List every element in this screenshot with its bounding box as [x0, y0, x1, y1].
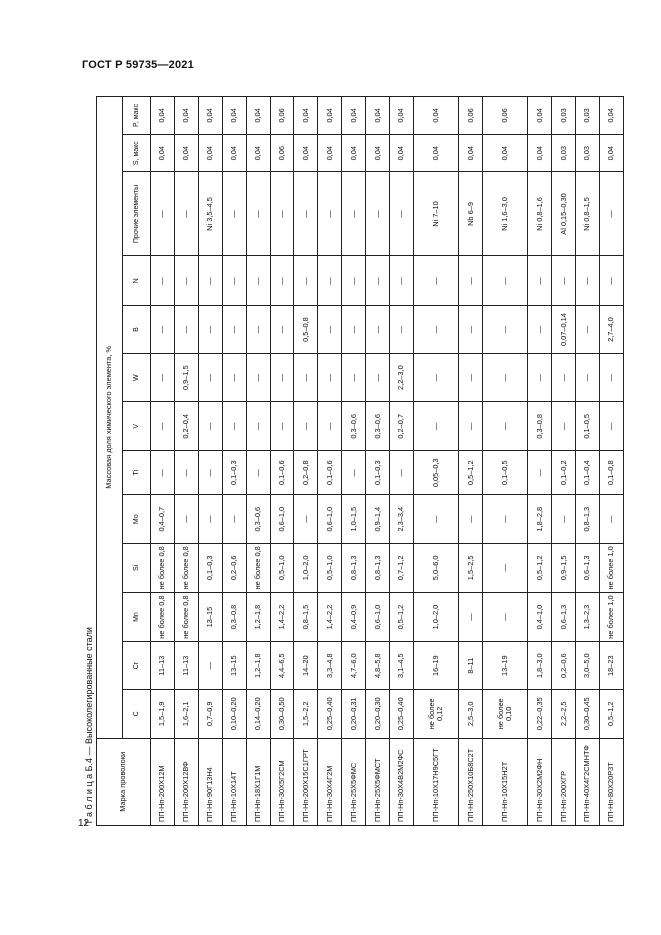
value-cell: 0,04 — [198, 97, 222, 135]
value-cell: 0,1–0,3 — [198, 544, 222, 593]
value-cell: 0,6–1,0 — [318, 495, 342, 544]
value-cell: — — [294, 495, 318, 544]
value-cell: 0,1–0,6 — [270, 451, 294, 495]
value-cell: — — [528, 353, 552, 402]
value-cell: 0,06 — [270, 134, 294, 172]
value-cell: — — [600, 402, 624, 451]
value-cell: — — [366, 306, 390, 354]
table-row — [459, 97, 483, 826]
grade-cell: ПП-Нп-200Х12М — [151, 738, 175, 825]
value-cell: — — [294, 256, 318, 306]
value-cell: 1,5–2,2 — [294, 689, 318, 738]
value-cell: — — [151, 353, 175, 402]
value-cell: — — [483, 353, 528, 402]
value-cell: 0,04 — [174, 97, 198, 135]
table-row — [366, 97, 390, 826]
value-cell: 1,5–2,5 — [459, 544, 483, 593]
value-cell: не более 0,8 — [151, 592, 175, 642]
value-cell: 0,3–0,6 — [366, 402, 390, 451]
value-cell: 8–11 — [459, 642, 483, 690]
value-cell: 0,5–1,2 — [459, 451, 483, 495]
value-cell: — — [413, 256, 458, 306]
value-cell: 1,0–2,0 — [294, 544, 318, 593]
header-element: S, макс — [123, 134, 151, 172]
value-cell: — — [198, 306, 222, 354]
value-cell: 0,1–0,3 — [222, 451, 246, 495]
value-cell: Ni 0,8–1,5 — [576, 172, 600, 256]
grade-cell: ПП-Нп-10Х15Н2Т — [483, 738, 528, 825]
value-cell: 0,2–0,7 — [390, 402, 414, 451]
value-cell: — — [552, 402, 576, 451]
value-cell: не более 0,8 — [174, 544, 198, 593]
value-cell: — — [483, 544, 528, 593]
grade-cell: ПП-Нп-30Х2М2ФН — [528, 738, 552, 825]
value-cell: 18–23 — [600, 642, 624, 690]
table-row — [246, 97, 270, 826]
value-cell: — — [198, 451, 222, 495]
value-cell: 2,2–2,5 — [552, 689, 576, 738]
header-element: C — [123, 689, 151, 738]
value-cell: 1,4–2,2 — [270, 592, 294, 642]
table-row — [600, 97, 624, 826]
value-cell: 0,4–0,7 — [151, 495, 175, 544]
header-element: V — [123, 402, 151, 451]
value-cell: 0,2–0,6 — [552, 642, 576, 690]
value-cell: не более 0,8 — [246, 544, 270, 593]
value-cell: — — [528, 451, 552, 495]
value-cell: Nb 6–9 — [459, 172, 483, 256]
value-cell: 0,04 — [246, 134, 270, 172]
value-cell: 0,04 — [528, 134, 552, 172]
value-cell: 1,0–1,5 — [342, 495, 366, 544]
value-cell: — — [174, 172, 198, 256]
value-cell: — — [174, 306, 198, 354]
table-row — [294, 97, 318, 826]
value-cell: — — [318, 306, 342, 354]
grade-cell: ПП-Нп-25Х5ФМСТ — [366, 738, 390, 825]
value-cell: — — [318, 402, 342, 451]
value-cell: 0,2–0,4 — [174, 402, 198, 451]
value-cell: 0,5–1,2 — [390, 592, 414, 642]
value-cell: 0,1–0,6 — [318, 451, 342, 495]
value-cell: 1,6–2,1 — [174, 689, 198, 738]
grade-cell: ПП-Нп-30Х4Г2М — [318, 738, 342, 825]
value-cell: — — [483, 306, 528, 354]
grade-cell: ПП-Нп-10Х14Т — [222, 738, 246, 825]
value-cell: 0,03 — [576, 97, 600, 135]
value-cell: 4,8–5,8 — [366, 642, 390, 690]
value-cell: 0,04 — [151, 134, 175, 172]
value-cell: 0,2–0,8 — [294, 451, 318, 495]
value-cell: — — [198, 642, 222, 690]
value-cell: — — [342, 306, 366, 354]
table-row — [528, 97, 552, 826]
value-cell: 0,06 — [270, 97, 294, 135]
document-header: ГОСТ Р 59735—2021 — [82, 59, 194, 71]
value-cell: 11–13 — [174, 642, 198, 690]
value-cell: — — [390, 256, 414, 306]
value-cell: Ni 0,8–1,6 — [528, 172, 552, 256]
header-element: B — [123, 306, 151, 354]
value-cell: — — [459, 495, 483, 544]
table-row — [222, 97, 246, 826]
value-cell: 3,0–5,0 — [576, 642, 600, 690]
value-cell: — — [222, 172, 246, 256]
value-cell: 0,04 — [366, 134, 390, 172]
table-row — [318, 97, 342, 826]
value-cell: 0,03 — [552, 134, 576, 172]
value-cell: — — [576, 306, 600, 354]
table-row — [342, 97, 366, 826]
value-cell: 0,9–1,4 — [366, 495, 390, 544]
value-cell: 0,9–1,5 — [552, 544, 576, 593]
value-cell: — — [600, 172, 624, 256]
value-cell: 13–15 — [198, 592, 222, 642]
value-cell: — — [270, 306, 294, 354]
value-cell: — — [483, 592, 528, 642]
value-cell: 0,3–0,8 — [528, 402, 552, 451]
value-cell: 1,3–2,3 — [576, 592, 600, 642]
value-cell: 0,04 — [294, 97, 318, 135]
value-cell: 1,5–1,9 — [151, 689, 175, 738]
table-row — [151, 97, 175, 826]
value-cell: 3,1–4,5 — [390, 642, 414, 690]
value-cell: 0,04 — [483, 134, 528, 172]
value-cell: 0,10–0,20 — [222, 689, 246, 738]
table-row — [198, 97, 222, 826]
value-cell: 0,04 — [413, 97, 458, 135]
value-cell: Ni 1,6–3,0 — [483, 172, 528, 256]
table-row — [413, 97, 458, 826]
value-cell: 1,8–2,8 — [528, 495, 552, 544]
value-cell: — — [483, 495, 528, 544]
grade-cell: ПП-Нп-200Х15С1ГРТ — [294, 738, 318, 825]
value-cell: — — [459, 306, 483, 354]
value-cell: не более 0,8 — [174, 592, 198, 642]
value-cell: не более 0,8 — [151, 544, 175, 593]
value-cell: — — [270, 402, 294, 451]
value-cell: — — [342, 451, 366, 495]
value-cell: — — [342, 256, 366, 306]
value-cell: 0,7–0,9 — [198, 689, 222, 738]
value-cell: 0,5–1,0 — [318, 544, 342, 593]
value-cell: — — [552, 256, 576, 306]
value-cell: 0,04 — [600, 97, 624, 135]
value-cell: 0,3–0,8 — [222, 592, 246, 642]
value-cell: не более 0,12 — [413, 689, 458, 738]
value-cell: — — [198, 353, 222, 402]
value-cell: — — [174, 451, 198, 495]
value-cell: 0,5–0,8 — [294, 306, 318, 354]
value-cell: 1,4–2,2 — [318, 592, 342, 642]
value-cell: — — [246, 402, 270, 451]
value-cell: 14–20 — [294, 642, 318, 690]
value-cell: 4,4–6,5 — [270, 642, 294, 690]
value-cell: — — [576, 256, 600, 306]
value-cell: 0,04 — [294, 134, 318, 172]
value-cell: — — [246, 353, 270, 402]
header-element: P, макс — [123, 97, 151, 135]
value-cell: — — [413, 495, 458, 544]
value-cell: — — [390, 306, 414, 354]
value-cell: 1,2–1,8 — [246, 642, 270, 690]
value-cell: 0,25–0,40 — [318, 689, 342, 738]
table-row — [552, 97, 576, 826]
value-cell: 0,8–1,3 — [342, 544, 366, 593]
value-cell: 0,03 — [576, 134, 600, 172]
header-element: Mo — [123, 495, 151, 544]
value-cell: 0,04 — [246, 97, 270, 135]
value-cell: 0,4–1,0 — [528, 592, 552, 642]
value-cell: 0,04 — [318, 97, 342, 135]
value-cell: — — [552, 353, 576, 402]
value-cell: — — [366, 172, 390, 256]
value-cell: — — [342, 353, 366, 402]
value-cell: 0,1–0,5 — [483, 451, 528, 495]
value-cell: — — [151, 451, 175, 495]
value-cell: — — [246, 306, 270, 354]
value-cell: — — [222, 495, 246, 544]
value-cell: — — [600, 256, 624, 306]
value-cell: 0,04 — [198, 134, 222, 172]
grade-cell: ПП-Нп-200ХГР — [552, 738, 576, 825]
value-cell: — — [318, 353, 342, 402]
value-cell: 0,04 — [390, 97, 414, 135]
value-cell: 0,5–1,2 — [528, 544, 552, 593]
value-cell: 2,7–4,0 — [600, 306, 624, 354]
value-cell: 0,25–0,40 — [390, 689, 414, 738]
value-cell: 11–13 — [151, 642, 175, 690]
value-cell: — — [174, 256, 198, 306]
value-cell: 13–15 — [222, 642, 246, 690]
value-cell: 0,6–1,0 — [366, 592, 390, 642]
value-cell: 0,05–0,3 — [413, 451, 458, 495]
value-cell: — — [528, 306, 552, 354]
value-cell: — — [151, 256, 175, 306]
value-cell: — — [222, 256, 246, 306]
value-cell: 0,04 — [390, 134, 414, 172]
value-cell: 1,2–1,8 — [246, 592, 270, 642]
value-cell: 0,14–0,20 — [246, 689, 270, 738]
value-cell: — — [222, 402, 246, 451]
value-cell: — — [459, 592, 483, 642]
value-cell: — — [552, 495, 576, 544]
value-cell: 3,3–4,8 — [318, 642, 342, 690]
value-cell: 0,04 — [459, 134, 483, 172]
value-cell: 0,04 — [342, 134, 366, 172]
value-cell: 2,5–3,0 — [459, 689, 483, 738]
value-cell: 0,6–1,0 — [270, 495, 294, 544]
value-cell: — — [576, 353, 600, 402]
value-cell: — — [174, 495, 198, 544]
value-cell: — — [294, 402, 318, 451]
value-cell: не более 0,10 — [483, 689, 528, 738]
value-cell: — — [151, 172, 175, 256]
value-cell: Al 0,15–0,30 — [552, 172, 576, 256]
value-cell: 0,8–1,3 — [366, 544, 390, 593]
value-cell: 0,04 — [318, 134, 342, 172]
value-cell: — — [270, 256, 294, 306]
value-cell: — — [413, 353, 458, 402]
value-cell: 0,04 — [222, 97, 246, 135]
value-cell: 0,04 — [151, 97, 175, 135]
table-caption: Т а б л и ц а Б.4 — Высоколегированные стали — [84, 627, 94, 825]
value-cell: — — [222, 353, 246, 402]
value-cell: — — [318, 172, 342, 256]
value-cell: 0,04 — [600, 134, 624, 172]
value-cell: 0,5–1,0 — [270, 544, 294, 593]
value-cell: 0,04 — [413, 134, 458, 172]
grade-cell: ПП-Нп-40Х4Г2СМНТФ — [576, 738, 600, 825]
value-cell: 0,04 — [366, 97, 390, 135]
value-cell: — — [270, 353, 294, 402]
value-cell: 0,6–1,3 — [552, 592, 576, 642]
table-row — [483, 97, 528, 826]
value-cell: 0,1–0,4 — [576, 451, 600, 495]
rotated-table-container — [96, 96, 624, 826]
header-element: Cr — [123, 642, 151, 690]
header-element: W — [123, 353, 151, 402]
value-cell: 0,1–0,3 — [366, 451, 390, 495]
value-cell: — — [459, 402, 483, 451]
header-element: Si — [123, 544, 151, 593]
value-cell: — — [294, 353, 318, 402]
value-cell: — — [270, 172, 294, 256]
value-cell: не более 1,0 — [600, 544, 624, 593]
value-cell: 5,0–6,0 — [413, 544, 458, 593]
table-row — [270, 97, 294, 826]
grade-cell: ПП-Нп-25Х5ФМС — [342, 738, 366, 825]
grade-cell: ПП-Нп-200Х12ВФ — [174, 738, 198, 825]
value-cell: — — [151, 306, 175, 354]
table-row — [390, 97, 414, 826]
value-cell: 0,8–1,3 — [576, 495, 600, 544]
value-cell: 0,06 — [483, 97, 528, 135]
grade-cell: ПП-Нп-30Х4В2М2ФС — [390, 738, 414, 825]
value-cell: — — [459, 256, 483, 306]
grade-cell: ПП-Нп-18Х1Г1М — [246, 738, 270, 825]
value-cell: 2,3–3,4 — [390, 495, 414, 544]
value-cell: — — [318, 256, 342, 306]
value-cell: 0,20–0,30 — [366, 689, 390, 738]
header-element: N — [123, 256, 151, 306]
value-cell: 0,8–1,5 — [294, 592, 318, 642]
steel-composition-table — [96, 96, 624, 826]
value-cell: — — [246, 256, 270, 306]
value-cell: — — [390, 451, 414, 495]
header-grade: Марка проволоки — [97, 738, 151, 825]
value-cell: — — [342, 172, 366, 256]
header-element: Mn — [123, 592, 151, 642]
grade-cell: ПП-Нп-80Х20Р3Т — [600, 738, 624, 825]
value-cell: 0,3–0,6 — [342, 402, 366, 451]
value-cell: — — [246, 451, 270, 495]
value-cell: Ni 3,5–4,5 — [198, 172, 222, 256]
value-cell: 0,3–0,6 — [246, 495, 270, 544]
value-cell: 0,06 — [459, 97, 483, 135]
value-cell: — — [198, 256, 222, 306]
header-group: Массовая доля химического элемента, % — [97, 97, 123, 739]
value-cell: 2,2–3,0 — [390, 353, 414, 402]
value-cell: 16–19 — [413, 642, 458, 690]
value-cell: 0,2–0,6 — [222, 544, 246, 593]
value-cell: — — [246, 172, 270, 256]
grade-cell: ПП-Нп-90Г13Н4 — [198, 738, 222, 825]
value-cell: 0,04 — [174, 134, 198, 172]
value-cell: 0,6–1,3 — [576, 544, 600, 593]
table-row — [576, 97, 600, 826]
grade-cell: ПП-Нп-250Х10Б8С2Т — [459, 738, 483, 825]
value-cell: 0,04 — [222, 134, 246, 172]
value-cell: 0,4–0,9 — [342, 592, 366, 642]
value-cell: — — [413, 402, 458, 451]
grade-cell: ПП-Нп-30Х5Г2СМ — [270, 738, 294, 825]
value-cell: — — [294, 172, 318, 256]
value-cell: 0,07–0,14 — [552, 306, 576, 354]
value-cell: — — [600, 353, 624, 402]
value-cell: — — [528, 256, 552, 306]
value-cell: — — [222, 306, 246, 354]
value-cell: 1,0–2,0 — [413, 592, 458, 642]
value-cell: 0,9–1,5 — [174, 353, 198, 402]
value-cell: 4,7–6,0 — [342, 642, 366, 690]
header-element: Прочие элементы — [123, 172, 151, 256]
table-row — [174, 97, 198, 826]
value-cell: 0,7–1,2 — [390, 544, 414, 593]
value-cell: — — [483, 256, 528, 306]
value-cell: — — [198, 495, 222, 544]
value-cell: 0,04 — [342, 97, 366, 135]
value-cell: 0,30–0,50 — [270, 689, 294, 738]
value-cell: 0,1–0,5 — [576, 402, 600, 451]
value-cell: — — [390, 172, 414, 256]
grade-cell: ПП-Нп-10Х17Н9С5ГТ — [413, 738, 458, 825]
value-cell: 0,22–0,35 — [528, 689, 552, 738]
value-cell: — — [600, 495, 624, 544]
value-cell: 13–19 — [483, 642, 528, 690]
header-element: Ti — [123, 451, 151, 495]
value-cell: 0,20–0,31 — [342, 689, 366, 738]
value-cell: 0,04 — [528, 97, 552, 135]
page-number: 12 — [78, 818, 90, 829]
value-cell: — — [151, 402, 175, 451]
value-cell: 0,30–0,45 — [576, 689, 600, 738]
value-cell: — — [459, 353, 483, 402]
value-cell: 1,8–3,0 — [528, 642, 552, 690]
value-cell: — — [413, 306, 458, 354]
value-cell: 0,1–0,2 — [552, 451, 576, 495]
value-cell: 0,1–0,8 — [600, 451, 624, 495]
value-cell: — — [366, 256, 390, 306]
value-cell: — — [366, 353, 390, 402]
value-cell: — — [198, 402, 222, 451]
value-cell: 0,5–1,2 — [600, 689, 624, 738]
value-cell: Ni 7–10 — [413, 172, 458, 256]
value-cell: — — [483, 402, 528, 451]
value-cell: не более 1,0 — [600, 592, 624, 642]
value-cell: 0,03 — [552, 97, 576, 135]
